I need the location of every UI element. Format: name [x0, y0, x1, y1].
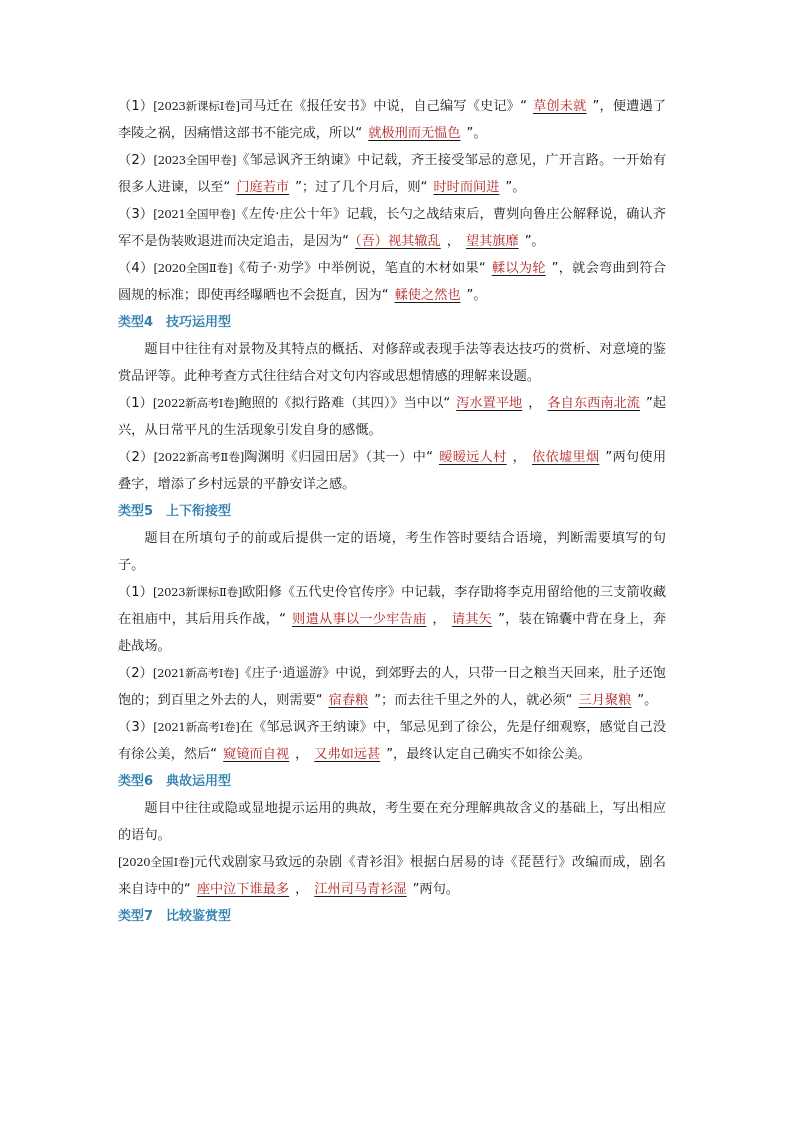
question-text: ”两句。 [412, 882, 459, 897]
answer-blank-1: 暧暧远人村 [438, 450, 507, 465]
question-number: （2） [118, 153, 154, 168]
type4-description: 题目中往往有对景物及其特点的概括、对修辞或表现手法等表达技巧的赏析、对意境的鉴赏品评等。此种考查方式往往结合对文句内容或思想情感的理解来设题。 [118, 342, 666, 384]
question-text: ”两句使用叠字，增添了乡村远景的平静安详之感。 [118, 450, 667, 492]
question-text: ”。 [466, 288, 487, 303]
answer-blank-1: 泻水置平地 [456, 396, 523, 411]
answer-blank-2: 各自东西南北流 [547, 396, 640, 411]
question-text: ”。 [466, 126, 487, 141]
exam-source: [2023新课标Ⅱ卷] [152, 585, 243, 599]
question-text: ， [512, 450, 527, 465]
question-text: ”，最终认定自己确实不如徐公美。 [386, 747, 591, 762]
question-text: 鲍照的《拟行路难（其四）》当中以“ [238, 396, 451, 411]
answer-blank-2: 江州司马青衫湿 [314, 882, 407, 897]
exam-source: [2022新高考Ⅰ卷] [152, 396, 239, 410]
question-number: （4） [118, 261, 154, 276]
type6-heading: 类型6 典故运用型 [118, 774, 232, 789]
type5-question-3 [118, 714, 666, 768]
type5-question-1 [118, 579, 666, 660]
question-text: 欧阳修《五代史伶官传序》中记载，李存勖将李克用留给他的三支箭收藏在祖庙中，其后用兵作战，“ [118, 585, 667, 627]
question-number: （3） [118, 720, 154, 735]
type5-question-2 [118, 660, 666, 714]
question-text: 在《邹忌讽齐王纳谏》中，邹忌见到了徐公，先是仔细观察，感觉自己没有徐公美，然后“ [118, 720, 667, 762]
answer-blank-2: 依依墟里烟 [532, 450, 600, 465]
type3-question-4 [118, 255, 666, 309]
question-text: ”，装在锦囊中背在身上，奔赴战场。 [118, 612, 667, 654]
question-text: 元代戏剧家马致远的杂剧《青衫泪》根据白居易的诗《琵琶行》改编而成，剧名来自诗中的“ [118, 855, 666, 897]
question-number: （1） [118, 396, 153, 411]
exam-source: [2021新高考Ⅰ卷] [153, 720, 240, 734]
exam-source: [2023新课标Ⅰ卷] [153, 99, 240, 113]
answer-blank-1: 则遣从事以一少牢告庙 [291, 612, 427, 627]
exam-source: [2020全国Ⅰ卷] [118, 855, 194, 869]
question-number: （3） [118, 207, 154, 222]
type4-question-2 [118, 444, 666, 498]
type4-items [118, 390, 666, 498]
question-number: （2） [118, 666, 153, 681]
type6-question-1 [118, 849, 666, 903]
question-text: ”；而去往千里之外的人，就必须“ [374, 693, 573, 708]
question-text: 《邹忌讽齐王纳谏》中记载，齐王接受邹忌的意见，广开言路。一开始有很多人进谏，以至“ [118, 153, 667, 195]
question-text: ， [295, 882, 309, 897]
answer-blank-2: 三月聚粮 [578, 693, 632, 708]
question-text: 陶渊明《归园田居》（其一）中“ [244, 450, 433, 465]
answer-blank-1: 草创未就 [532, 99, 587, 114]
question-text: ”，便遭遇了李陵之祸，因痛惜这部书不能完成，所以“ [118, 99, 667, 141]
question-text: ， [432, 612, 446, 627]
answer-blank-2: 时时而间进 [433, 180, 500, 195]
type5-description: 题目在所填句子的前或后提供一定的语境，考生作答时要结合语境，判断需要填写的句子。 [118, 531, 666, 573]
question-text: ， [446, 234, 460, 249]
type7-heading: 类型7 比较鉴赏型 [118, 909, 232, 924]
exam-source: [2022新高考Ⅱ卷] [153, 450, 244, 464]
question-text: ”。 [524, 234, 545, 249]
answer-blank-1: （吾）视其辙乱 [355, 234, 441, 249]
type3-items [118, 93, 666, 309]
answer-blank-1: 门庭若市 [236, 180, 290, 195]
question-number: （2） [118, 450, 154, 465]
type5-heading: 类型5 上下衔接型 [118, 504, 232, 519]
answer-blank-2: 请其矢 [451, 612, 493, 627]
answer-blank-2: 輮使之然也 [394, 288, 461, 303]
type6-items [118, 849, 666, 903]
type3-question-2 [118, 147, 666, 201]
type4-heading: 类型4 技巧运用型 [118, 315, 232, 330]
type6-description: 题目中往往或隐或显地提示运用的典故，考生要在充分理解典故含义的基础上，写出相应的语句。 [118, 801, 666, 843]
question-number: （1） [118, 99, 154, 114]
exam-source: [2020全国Ⅱ卷] [153, 261, 233, 275]
question-text: 《庄子·逍遥游》中说，到郊野去的人，只带一日之粮当天回来，肚子还饱饱的；到百里之外去的人，则需要“ [118, 666, 666, 708]
question-text: ”。 [505, 180, 526, 195]
answer-blank-2: 就极刑而无愠色 [368, 126, 461, 141]
question-number: （1） [118, 585, 153, 600]
answer-blank-1: 窥镜而自视 [223, 747, 290, 762]
type3-question-1 [118, 93, 666, 147]
question-text: ”。 [637, 693, 658, 708]
question-text: 《左传·庄公十年》记载，长勺之战结束后，曹刿向鲁庄公解释说，确认齐军不是伪装败退进而决定追击，是因为“ [118, 207, 666, 249]
answer-blank-1: 座中泣下谁最多 [196, 882, 290, 897]
type3-question-3 [118, 201, 666, 255]
exam-source: [2023全国甲卷] [153, 153, 237, 167]
answer-blank-2: 望其旗靡 [465, 234, 519, 249]
question-text: ”起兴，从日常平凡的生活现象引发自身的感慨。 [118, 396, 667, 438]
question-text: ”，就会弯曲到符合圆规的标准；即使再经曝晒也不会挺直，因为“ [118, 261, 666, 303]
exam-source: [2021新高考Ⅰ卷] [152, 666, 239, 680]
answer-blank-1: 輮以为轮 [491, 261, 546, 276]
type5-items [118, 579, 666, 768]
question-text: 《荀子·劝学》中举例说，笔直的木材如果“ [232, 261, 486, 276]
question-text: ， [528, 396, 542, 411]
document-page [118, 93, 666, 930]
question-text: ， [295, 747, 309, 762]
question-text: 司马迁在《报任安书》中说，自己编写《史记》“ [239, 99, 527, 114]
answer-blank-1: 宿舂粮 [328, 693, 369, 708]
question-text: ”；过了几个月后，则“ [295, 180, 428, 195]
type4-question-1 [118, 390, 666, 444]
exam-source: [2021全国甲卷] [153, 207, 236, 221]
answer-blank-2: 又弗如远甚 [314, 747, 381, 762]
